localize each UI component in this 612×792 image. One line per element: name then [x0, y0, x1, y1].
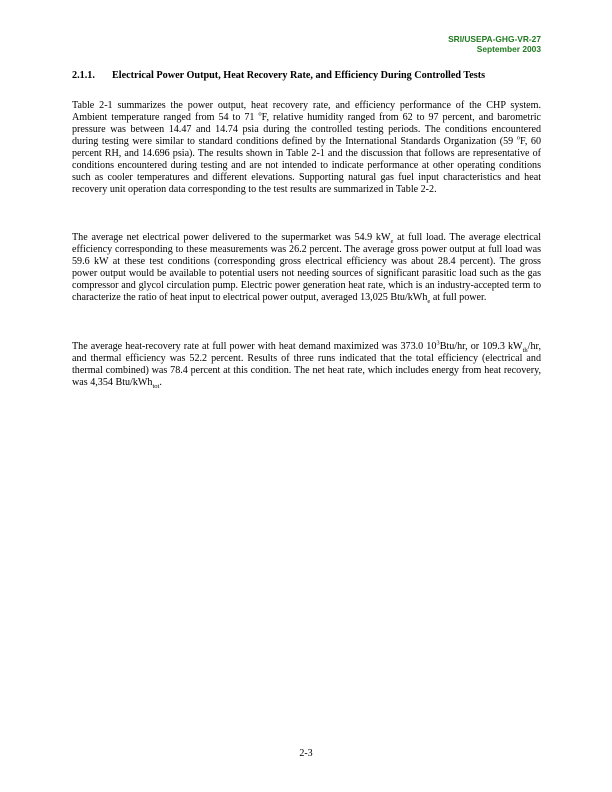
- text-run: Table 2-1 summarizes the power output, heat recovery rate, and efficiency performance of the CHP system. Ambient temperature ranged from 54 to 71: [72, 100, 541, 123]
- unit-subscript: tot: [152, 383, 160, 391]
- section-title: Electrical Power Output, Heat Recovery Rate, and Efficiency During Controlled Tests: [112, 70, 486, 81]
- text-run: at full load. The average electrical efficiency corresponding to these measurements was 26.2 percent. The average gross power output at full load was 59.6 kW at these test conditions (corresponding gross electrical efficiency was about 28.4 percent). The gross power output would be available to potential users not needing sources of significant parasitic load such as the gas compressor and glycol circulation pump. Electric power generation heat rate, which is an industry-accepted term to characterize the ratio of heat input to electrical power output, averaged 13,025 Btu/kWh: [72, 232, 541, 303]
- text-run: The average heat-recovery rate at full power with heat demand maximized was 373.0 10: [72, 341, 437, 352]
- section-number: 2.1.1.: [72, 70, 95, 81]
- unit-subscript: e: [390, 238, 394, 246]
- page-header: [448, 34, 541, 54]
- report-id: SRI/USEPA-GHG-VR-27: [448, 34, 541, 44]
- page-number: 2-3: [299, 748, 313, 759]
- paragraph-electrical-power: [72, 232, 541, 304]
- text-run: F, 60 percent RH, and 14.696 psia). The results shown in Table 2-1 and the discussion that follows are representative of conditions encountered during testing and are not intended to indicate performance at other operating conditions such as cooler temperatures and different elevations. Supporting natural gas fuel input characteristics and heat recovery unit operation data corresponding to the test results are summarized in Table 2-2.: [72, 136, 542, 195]
- text-run: Btu/hr, or 109.3 kW: [439, 341, 523, 352]
- text-run: .: [159, 377, 162, 388]
- paragraph-conditions: [72, 100, 541, 196]
- exponent-superscript: 3: [436, 339, 440, 347]
- report-date: September 2003: [476, 44, 541, 54]
- degree-superscript: o: [258, 110, 262, 118]
- text-run: /hr, and thermal efficiency was 52.2 percent. Results of three runs indicated that the total efficiency (electrical and thermal combined) was 78.4 percent at this condition. The net heat rate, which includes energy from heat recovery, was 4,354 Btu/kWh: [72, 341, 541, 388]
- section-heading: [72, 70, 542, 81]
- text-run: F, relative humidity ranged from 62 to 97 percent, and barometric pressure was between 14.47 and 14.74 psia during the controlled testing periods. The conditions encountered during testing were similar to standard conditions defined by the International Standards Organization (59: [72, 112, 541, 147]
- degree-superscript: o: [516, 134, 521, 142]
- unit-subscript: th: [522, 347, 528, 355]
- text-run: at full power.: [430, 292, 487, 303]
- text-run: The average net electrical power delivered to the supermarket was 54.9 kW: [72, 232, 391, 243]
- unit-subscript: e: [427, 298, 431, 306]
- paragraph-heat-recovery: [72, 341, 541, 389]
